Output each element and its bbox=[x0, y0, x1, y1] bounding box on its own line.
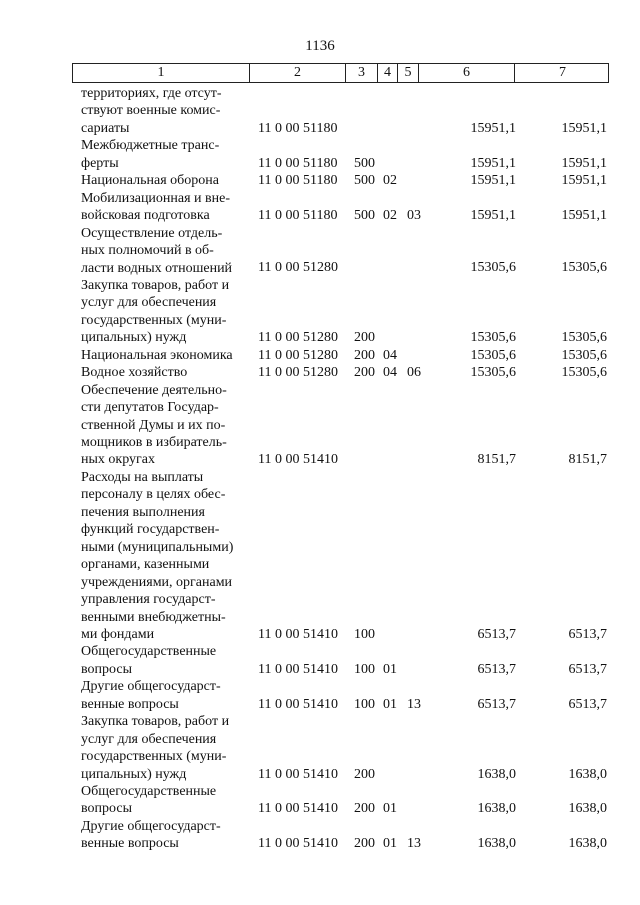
description-line: войсковая подготовка bbox=[81, 208, 210, 224]
row-expense-type: 500 bbox=[354, 173, 375, 189]
description-line: управления государст- bbox=[81, 592, 216, 608]
page-number: 1136 bbox=[305, 38, 335, 54]
description-line: вопросы bbox=[81, 661, 132, 677]
row-code: 11 0 00 51180 bbox=[258, 120, 338, 136]
description-line: сариаты bbox=[81, 120, 130, 136]
description-line: ципальных) нужд bbox=[81, 766, 187, 782]
description-line: венные вопросы bbox=[81, 836, 179, 852]
row-value-col6: 8151,7 bbox=[477, 452, 516, 468]
row-description bbox=[81, 643, 247, 678]
row-section: 02 bbox=[383, 208, 397, 224]
table-row bbox=[0, 713, 640, 783]
description-line: Национальная оборона bbox=[81, 173, 219, 189]
table-row bbox=[0, 347, 640, 364]
row-value-col6: 15951,1 bbox=[470, 208, 516, 224]
description-line: мощников в избиратель- bbox=[81, 435, 227, 450]
description-line: учреждениями, органами bbox=[81, 574, 233, 590]
description-line: вопросы bbox=[81, 801, 132, 817]
row-code: 11 0 00 51410 bbox=[258, 696, 338, 712]
row-description bbox=[81, 713, 247, 783]
description-line: сти депутатов Государ- bbox=[81, 400, 219, 416]
row-value-col6: 15305,6 bbox=[470, 347, 516, 363]
description-line: персоналу в целях обес- bbox=[81, 487, 226, 503]
table-row bbox=[0, 643, 640, 678]
row-code: 11 0 00 51280 bbox=[258, 330, 338, 346]
description-line: венные вопросы bbox=[81, 696, 179, 712]
row-code: 11 0 00 51410 bbox=[258, 766, 338, 782]
row-section: 04 bbox=[383, 347, 397, 363]
table-row bbox=[0, 678, 640, 713]
row-value-col6: 1638,0 bbox=[477, 836, 516, 852]
description-line: Водное хозяйство bbox=[81, 365, 188, 381]
row-code: 11 0 00 51280 bbox=[258, 365, 338, 381]
row-description bbox=[81, 382, 247, 469]
description-line: Национальная экономика bbox=[81, 347, 233, 363]
row-code: 11 0 00 51410 bbox=[258, 836, 338, 852]
row-section: 01 bbox=[383, 661, 397, 677]
table-row bbox=[0, 364, 640, 381]
description-line: ных округах bbox=[81, 452, 155, 468]
row-value-col6: 15305,6 bbox=[470, 330, 516, 346]
description-line: Мобилизационная и вне- bbox=[81, 190, 231, 206]
description-line: ственной Думы и их по- bbox=[81, 417, 226, 433]
row-value-col7: 8151,7 bbox=[568, 452, 607, 468]
description-line: государственных (муни- bbox=[81, 312, 227, 328]
row-value-col7: 6513,7 bbox=[568, 626, 607, 642]
description-line: Общегосударственные bbox=[81, 644, 217, 660]
row-value-col6: 15951,1 bbox=[470, 173, 516, 189]
row-value-col6: 6513,7 bbox=[477, 626, 516, 642]
row-value-col7: 1638,0 bbox=[568, 801, 607, 817]
row-description bbox=[81, 277, 247, 347]
row-expense-type: 500 bbox=[354, 155, 375, 171]
row-subsection: 06 bbox=[407, 365, 421, 381]
row-value-col7: 15951,1 bbox=[561, 173, 607, 189]
table-row bbox=[0, 225, 640, 277]
row-description bbox=[81, 469, 247, 644]
row-description bbox=[81, 347, 247, 364]
row-section: 01 bbox=[383, 836, 397, 852]
row-value-col6: 1638,0 bbox=[477, 766, 516, 782]
row-description bbox=[81, 225, 247, 277]
table-row bbox=[0, 190, 640, 225]
row-value-col7: 15305,6 bbox=[561, 330, 607, 346]
description-line: территориях, где отсут- bbox=[81, 86, 222, 101]
table-row bbox=[0, 277, 640, 347]
description-line: ципальных) нужд bbox=[81, 330, 187, 346]
row-value-col7: 6513,7 bbox=[568, 661, 607, 677]
row-section: 04 bbox=[383, 365, 397, 381]
row-expense-type: 100 bbox=[354, 661, 375, 677]
table-row bbox=[0, 172, 640, 189]
row-section: 01 bbox=[383, 696, 397, 712]
header-col-5: 5 bbox=[398, 64, 419, 82]
description-line: государственных (муни- bbox=[81, 749, 227, 765]
row-subsection: 13 bbox=[407, 696, 421, 712]
header-col-4: 4 bbox=[378, 64, 398, 82]
table-row bbox=[0, 469, 640, 644]
header-col-1: 1 bbox=[73, 64, 250, 82]
row-expense-type: 100 bbox=[354, 626, 375, 642]
row-subsection: 13 bbox=[407, 836, 421, 852]
description-line: Общегосударственные bbox=[81, 784, 217, 799]
row-code: 11 0 00 51180 bbox=[258, 155, 338, 171]
row-value-col6: 15305,6 bbox=[470, 260, 516, 276]
description-line: ствуют военные комис- bbox=[81, 103, 221, 119]
row-code: 11 0 00 51410 bbox=[258, 452, 338, 468]
description-line: услуг для обеспечения bbox=[81, 295, 217, 311]
description-line: ных полномочий в об- bbox=[81, 243, 214, 259]
row-code: 11 0 00 51280 bbox=[258, 347, 338, 363]
row-expense-type: 200 bbox=[354, 330, 375, 346]
row-value-col7: 1638,0 bbox=[568, 836, 607, 852]
description-line: Осуществление отдель- bbox=[81, 225, 223, 241]
table-row bbox=[0, 137, 640, 172]
header-col-6: 6 bbox=[419, 64, 515, 82]
row-value-col7: 15305,6 bbox=[561, 260, 607, 276]
description-line: услуг для обеспечения bbox=[81, 731, 217, 747]
description-line: Расходы на выплаты bbox=[81, 469, 204, 485]
row-value-col7: 15305,6 bbox=[561, 365, 607, 381]
description-line: Межбюджетные транс- bbox=[81, 138, 220, 154]
row-section: 02 bbox=[383, 173, 397, 189]
description-line: ными (муниципальными) bbox=[81, 539, 234, 555]
row-description bbox=[81, 172, 247, 189]
table-row bbox=[0, 783, 640, 818]
table-row bbox=[0, 85, 640, 137]
description-line: ласти водных отношений bbox=[81, 260, 233, 276]
header-col-2: 2 bbox=[250, 64, 346, 82]
table-row bbox=[0, 818, 640, 853]
row-section: 01 bbox=[383, 801, 397, 817]
row-expense-type: 200 bbox=[354, 766, 375, 782]
row-expense-type: 200 bbox=[354, 836, 375, 852]
row-value-col7: 1638,0 bbox=[568, 766, 607, 782]
row-description bbox=[81, 678, 247, 713]
description-line: ферты bbox=[81, 155, 119, 171]
header-col-7: 7 bbox=[559, 65, 566, 80]
row-value-col6: 6513,7 bbox=[477, 696, 516, 712]
description-line: функций государствен- bbox=[81, 522, 220, 538]
row-value-col7: 6513,7 bbox=[568, 696, 607, 712]
row-value-col6: 15951,1 bbox=[470, 120, 516, 136]
row-description bbox=[81, 364, 247, 381]
description-line: ми фондами bbox=[81, 626, 155, 642]
row-value-col6: 6513,7 bbox=[477, 661, 516, 677]
description-line: органами, казенными bbox=[81, 557, 210, 573]
row-expense-type: 200 bbox=[354, 801, 375, 817]
table-row bbox=[0, 382, 640, 469]
row-description bbox=[81, 783, 247, 818]
header-col-3: 3 bbox=[346, 64, 378, 82]
row-description bbox=[81, 85, 247, 137]
row-value-col7: 15951,1 bbox=[561, 120, 607, 136]
row-code: 11 0 00 51410 bbox=[258, 801, 338, 817]
row-code: 11 0 00 51280 bbox=[258, 260, 338, 276]
row-description bbox=[81, 190, 247, 225]
row-subsection: 03 bbox=[407, 208, 421, 224]
row-value-col7: 15951,1 bbox=[561, 208, 607, 224]
row-code: 11 0 00 51410 bbox=[258, 626, 338, 642]
description-line: Закупка товаров, работ и bbox=[81, 277, 230, 293]
row-code: 11 0 00 51410 bbox=[258, 661, 338, 677]
row-description bbox=[81, 137, 247, 172]
row-value-col6: 15305,6 bbox=[470, 365, 516, 381]
row-value-col6: 15951,1 bbox=[470, 155, 516, 171]
row-code: 11 0 00 51180 bbox=[258, 208, 338, 224]
description-line: печения выполнения bbox=[81, 504, 205, 520]
row-expense-type: 200 bbox=[354, 365, 375, 381]
row-expense-type: 200 bbox=[354, 347, 375, 363]
row-expense-type: 500 bbox=[354, 208, 375, 224]
description-line: венными внебюджетны- bbox=[81, 609, 226, 625]
description-line: Другие общегосударст- bbox=[81, 818, 221, 834]
row-description bbox=[81, 818, 247, 853]
row-value-col7: 15951,1 bbox=[561, 155, 607, 171]
row-expense-type: 100 bbox=[354, 696, 375, 712]
row-value-col7: 15305,6 bbox=[561, 347, 607, 363]
row-value-col6: 1638,0 bbox=[477, 801, 516, 817]
description-line: Закупка товаров, работ и bbox=[81, 714, 230, 730]
description-line: Другие общегосударст- bbox=[81, 679, 221, 695]
description-line: Обеспечение деятельно- bbox=[81, 382, 227, 398]
row-code: 11 0 00 51180 bbox=[258, 173, 338, 189]
table-header bbox=[72, 63, 609, 83]
